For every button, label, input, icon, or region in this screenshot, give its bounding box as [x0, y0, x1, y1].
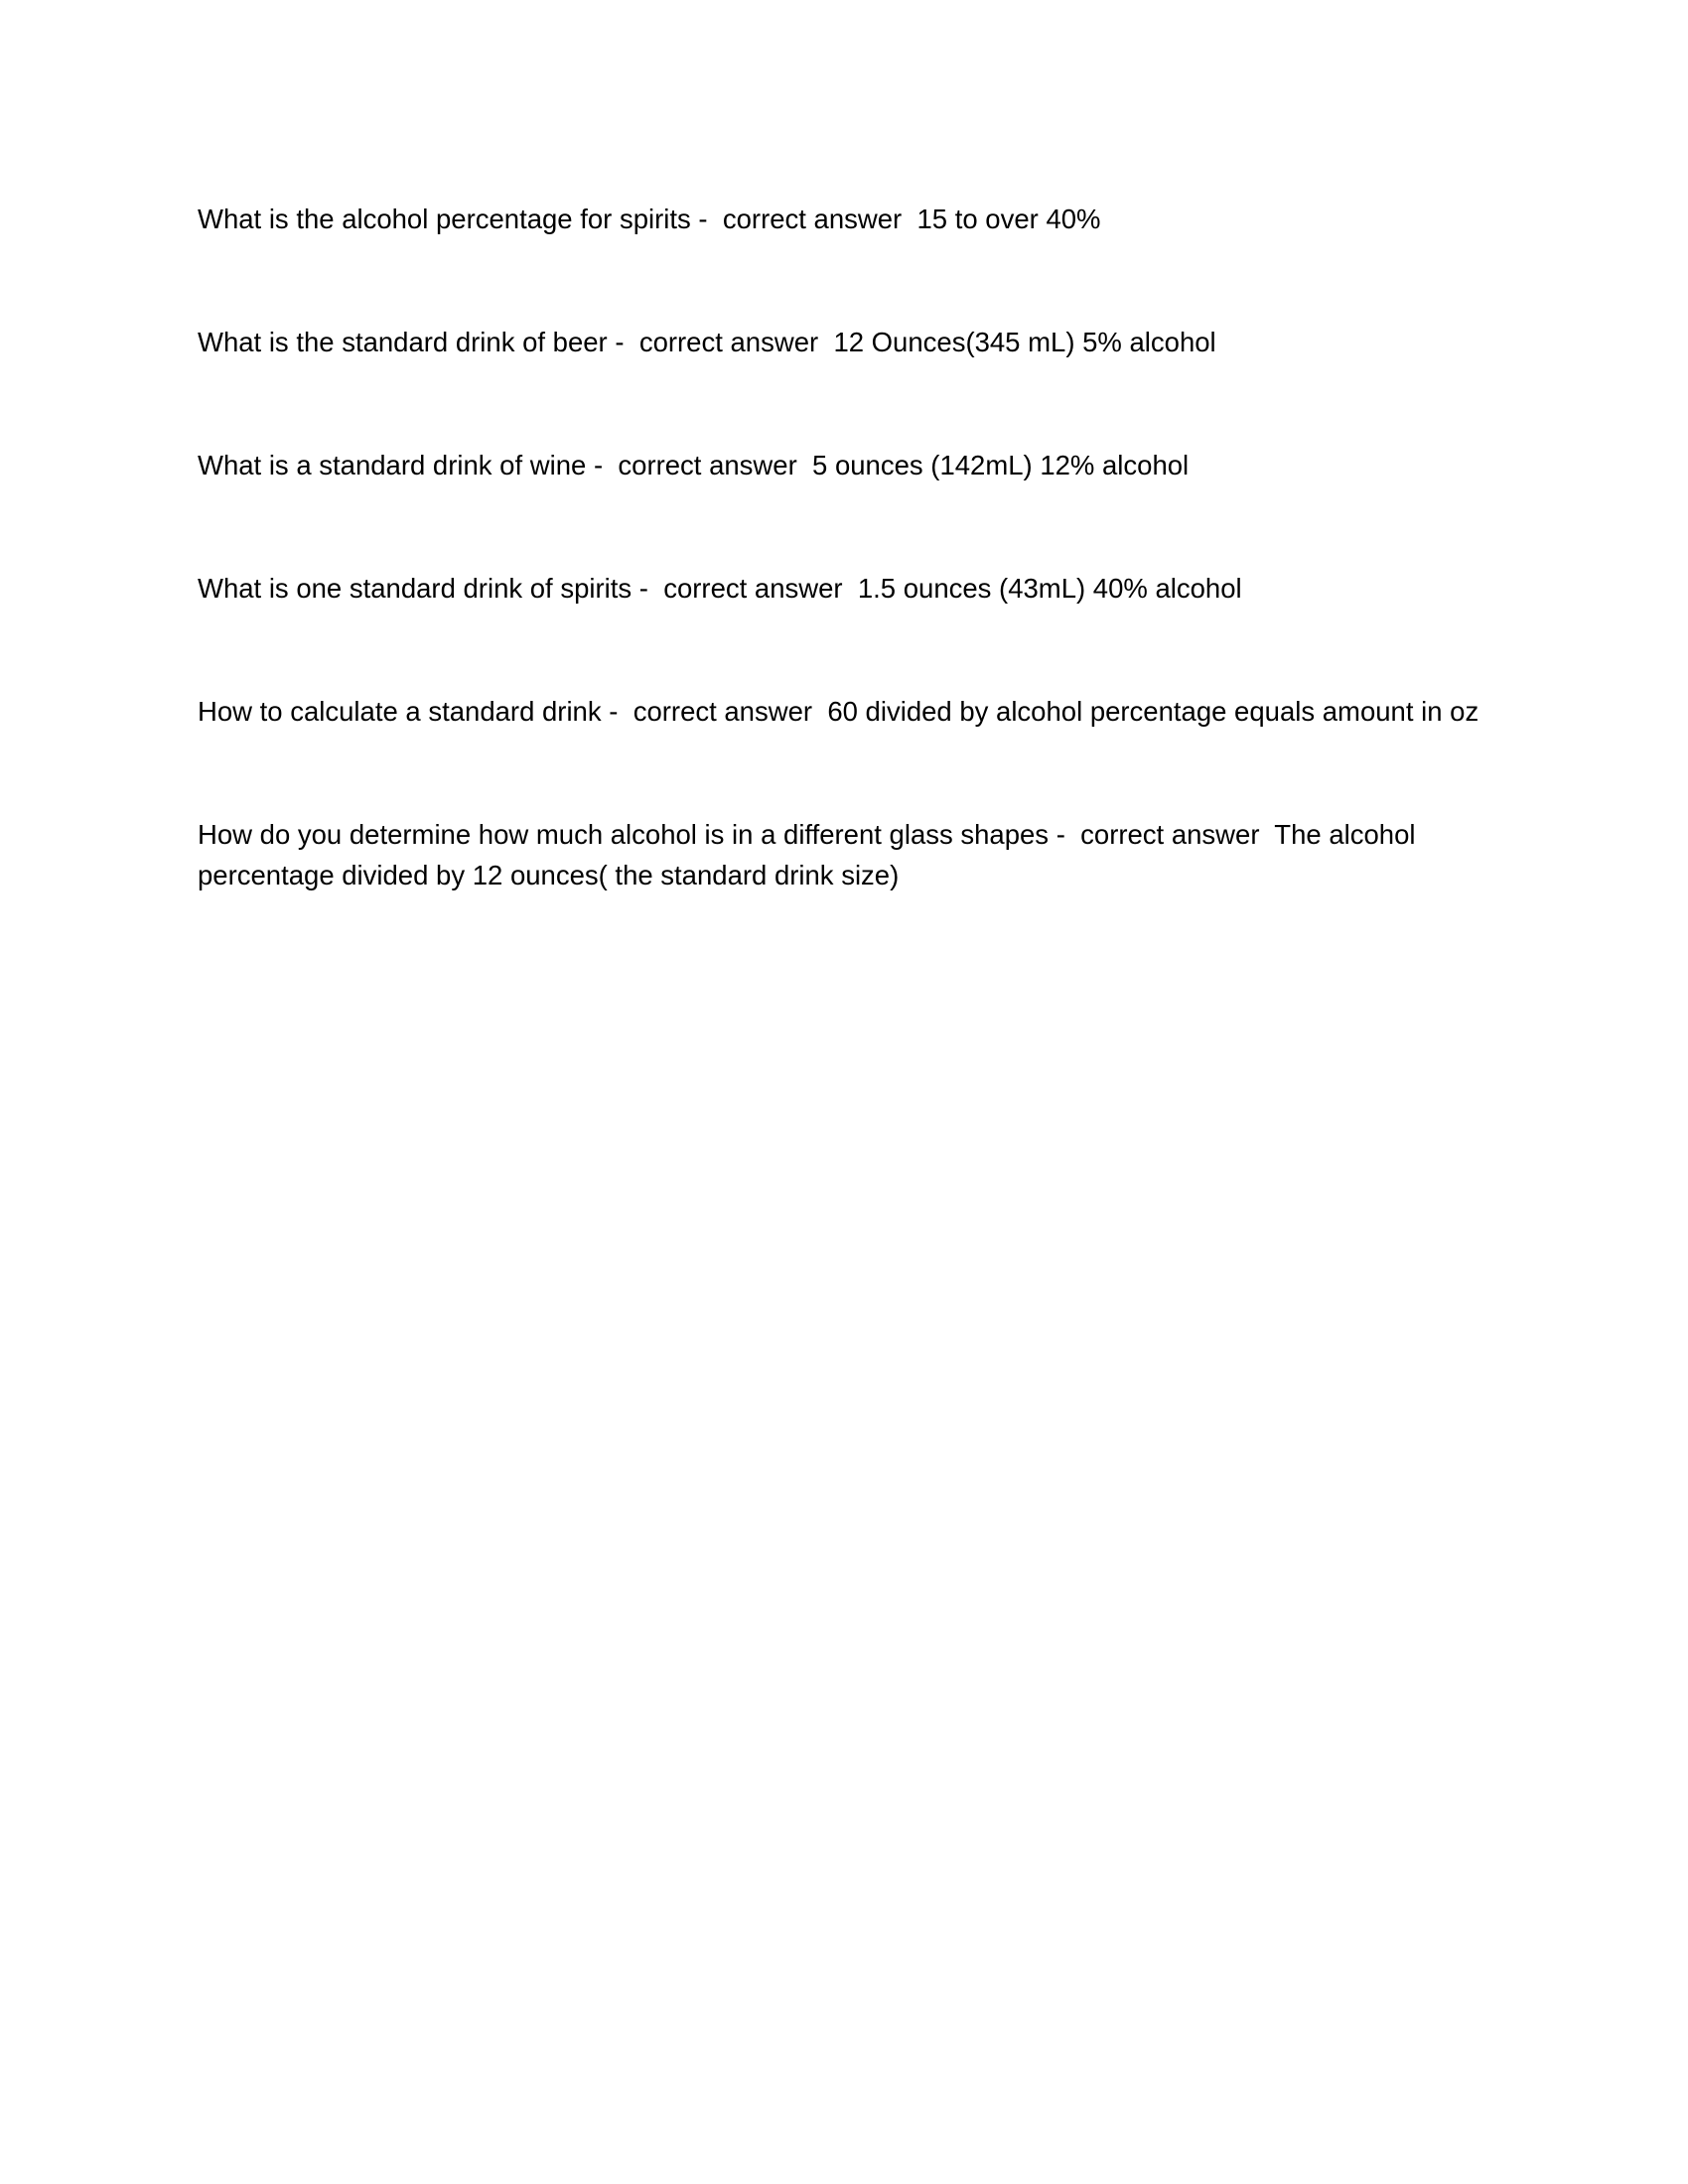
qa-item-spirits-percentage — [198, 199, 1488, 239]
separator: - — [607, 327, 633, 357]
answer-text: 1.5 ounces (43mL) 40% alcohol — [857, 573, 1242, 604]
answer-text: 60 divided by alcohol percentage equals amount in oz — [827, 696, 1479, 727]
question-text: What is one standard drink of spirits — [198, 573, 633, 604]
answer-text: 5 ounces (142mL) 12% alcohol — [812, 450, 1190, 480]
qa-item-beer-standard — [198, 322, 1488, 362]
qa-item-wine-standard — [198, 445, 1488, 485]
question-text: How do you determine how much alcohol is in a different glass shapes — [198, 819, 1050, 850]
qa-list — [198, 199, 1488, 895]
question-text: What is the alcohol percentage for spirits — [198, 204, 691, 234]
qa-item-spirits-standard — [198, 568, 1488, 609]
answer-label: correct answer — [638, 327, 819, 357]
separator: - — [601, 696, 627, 727]
question-text: What is the standard drink of beer — [198, 327, 608, 357]
separator: - — [1049, 819, 1073, 850]
answer-label: correct answer — [1080, 819, 1260, 850]
answer-text: 15 to over 40% — [916, 204, 1101, 234]
answer-label: correct answer — [663, 573, 843, 604]
answer-text: The alcohol percentage divided by 12 ounces( the standard drink size) — [198, 819, 1416, 890]
answer-label: correct answer — [618, 450, 797, 480]
separator: - — [632, 573, 656, 604]
separator: - — [586, 450, 611, 480]
question-text: How to calculate a standard drink — [198, 696, 602, 727]
qa-item-calculate-standard — [198, 691, 1488, 732]
answer-text: 12 Ounces(345 mL) 5% alcohol — [833, 327, 1216, 357]
qa-item-glass-shapes — [198, 814, 1488, 895]
answer-label: correct answer — [722, 204, 903, 234]
question-text: What is a standard drink of wine — [198, 450, 587, 480]
separator: - — [690, 204, 716, 234]
answer-label: correct answer — [633, 696, 813, 727]
